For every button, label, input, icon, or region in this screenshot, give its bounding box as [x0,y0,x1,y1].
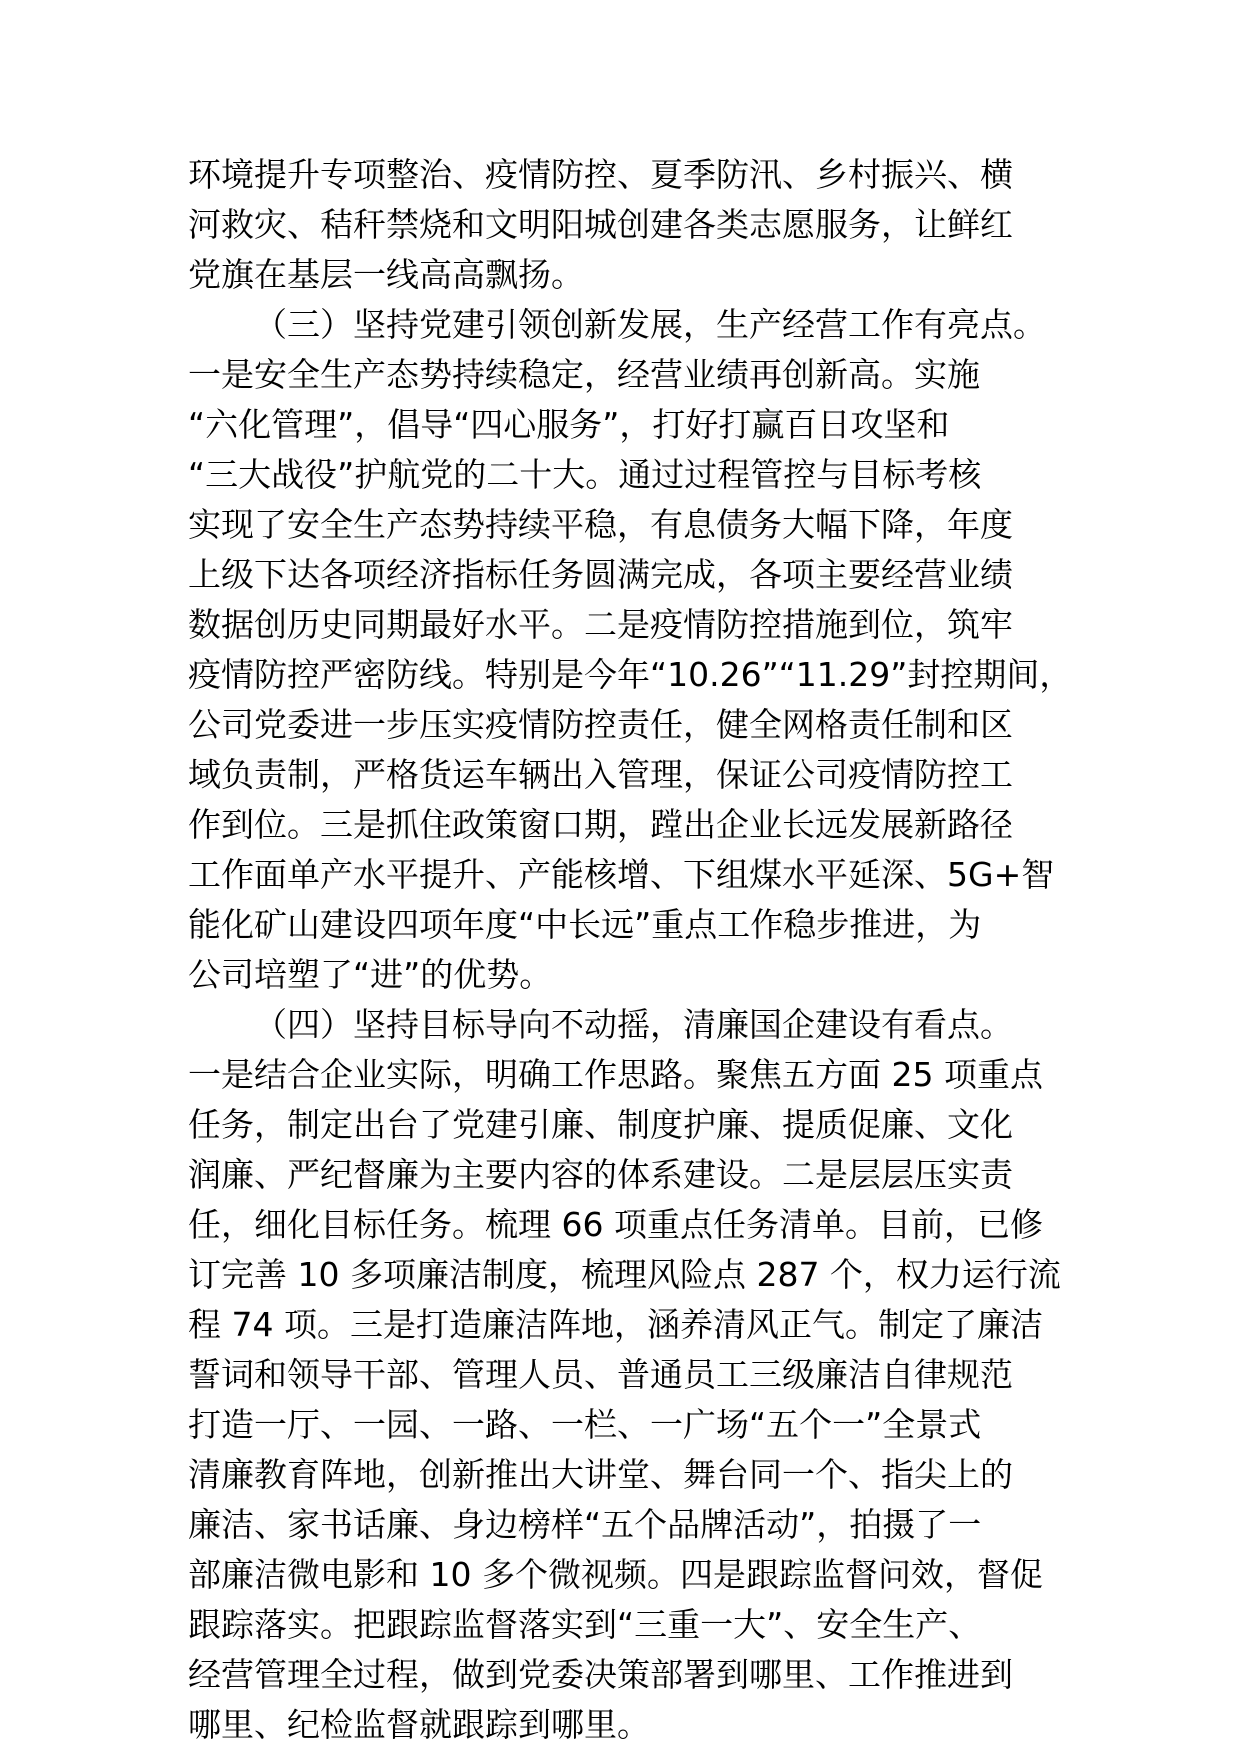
text-line: 能化矿山建设四项年度“中长远”重点工作稳步推进，为 [188,905,982,944]
text-line: 程 74 项。三是打造廉洁阵地，涵养清风正气。制定了廉洁 [188,1305,1043,1344]
text-line: “六化管理”，倡导“四心服务”，打好打赢百日攻坚和 [188,405,950,444]
text-line: 清廉教育阵地，创新推出大讲堂、舞台同一个、指尖上的 [188,1455,1013,1494]
text-line: 域负责制，严格货运车辆出入管理，保证公司疫情防控工 [188,755,1013,794]
text-line: 河救灾、秸秆禁烧和文明阳城创建各类志愿服务，让鲜红 [188,205,1013,244]
body-text [188,150,1073,1750]
text-line: “三大战役”护航党的二十大。通过过程管控与目标考核 [188,455,982,494]
text-line: 实现了安全生产态势持续平稳，有息债务大幅下降，年度 [188,505,1013,544]
text-line: 作到位。三是抓住政策窗口期，蹚出企业长远发展新路径 [188,805,1013,844]
text-line: 党旗在基层一线高高飘扬。 [188,255,584,294]
text-line: 任，细化目标任务。梳理 66 项重点任务清单。目前，已修 [188,1205,1043,1244]
section-heading-3: （三）坚持党建引领创新发展，生产经营工作有亮点。 [254,305,1046,344]
text-line: 部廉洁微电影和 10 多个微视频。四是跟踪监督问效，督促 [188,1555,1043,1594]
text-line: 经营管理全过程，做到党委决策部署到哪里、工作推进到 [188,1655,1013,1694]
text-line: 订完善 10 多项廉洁制度，梳理风险点 287 个，权力运行流 [188,1255,1061,1294]
text-line: 跟踪落实。把跟踪监督落实到“三重一大”、安全生产、 [188,1605,982,1644]
text-line: 上级下达各项经济指标任务圆满完成，各项主要经营业绩 [188,555,1013,594]
text-line: 廉洁、家书话廉、身边榜样“五个品牌活动”，拍摄了一 [188,1505,982,1544]
text-line: 一是安全生产态势持续稳定，经营业绩再创新高。实施 [188,355,980,394]
text-line: 哪里、纪检监督就跟踪到哪里。 [188,1705,650,1744]
text-line: 任务，制定出台了党建引廉、制度护廉、提质促廉、文化 [188,1105,1013,1144]
text-line: 公司培塑了“进”的优势。 [188,955,553,994]
text-line: 打造一厅、一园、一路、一栏、一广场“五个一”全景式 [188,1405,982,1444]
text-line: 誓词和领导干部、管理人员、普通员工三级廉洁自律规范 [188,1355,1013,1394]
text-line: 工作面单产水平提升、产能核增、下组煤水平延深、5G+智 [188,855,1055,894]
text-line: 环境提升专项整治、疫情防控、夏季防汛、乡村振兴、横 [188,155,1013,194]
text-line: 疫情防控严密防线。特别是今年“10.26”“11.29”封控期间， [188,655,1073,694]
text-line: 润廉、严纪督廉为主要内容的体系建设。二是层层压实责 [188,1155,1013,1194]
text-line: 公司党委进一步压实疫情防控责任，健全网格责任制和区 [188,705,1013,744]
text-line: 一是结合企业实际，明确工作思路。聚焦五方面 25 项重点 [188,1055,1043,1094]
section-heading-4: （四）坚持目标导向不动摇，清廉国企建设有看点。 [254,1005,1013,1044]
text-line: 数据创历史同期最好水平。二是疫情防控措施到位，筑牢 [188,605,1013,644]
